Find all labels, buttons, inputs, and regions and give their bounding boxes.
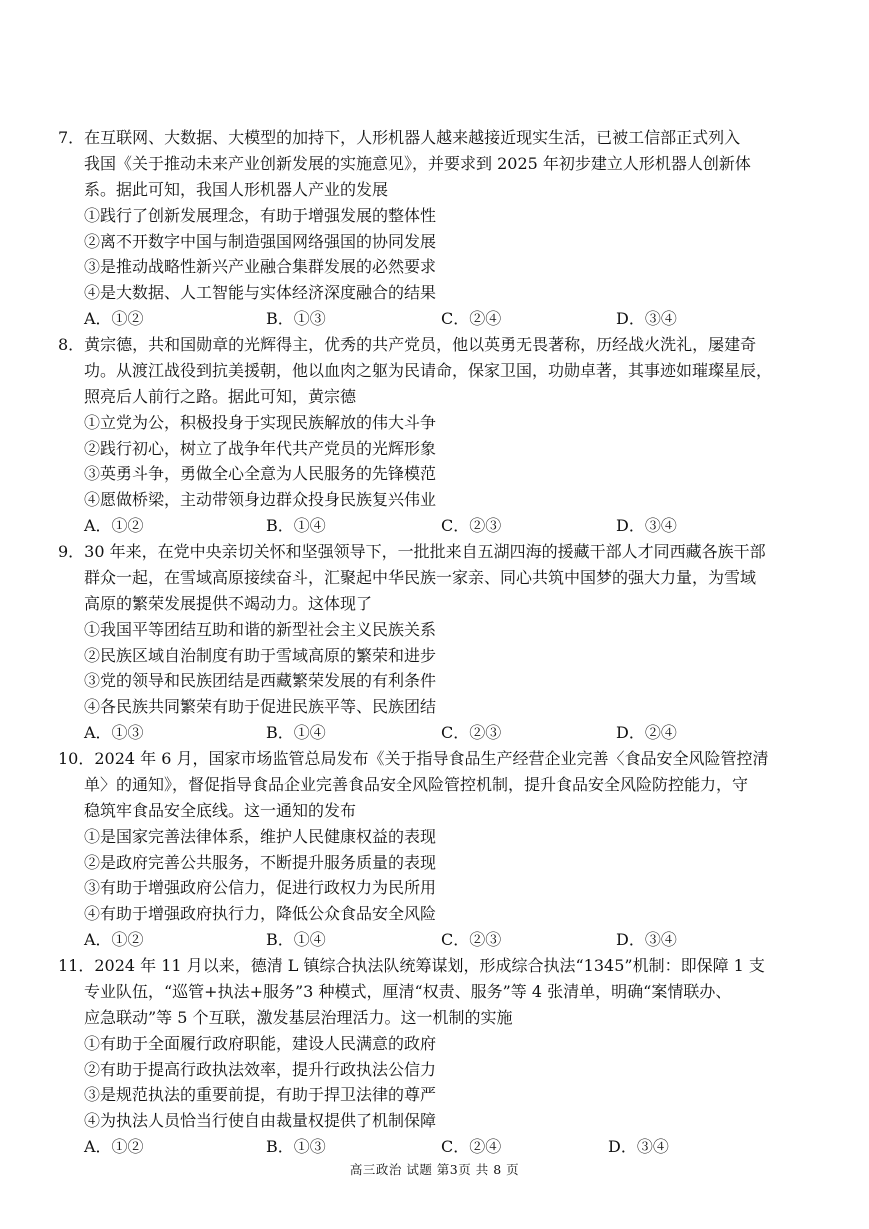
question-stem-line: 8．黄宗德，共和国勋章的光辉得主，优秀的共产党员，他以英勇无畏著称，历经战火洗礼，屡建奇 <box>58 335 757 354</box>
choice-b[interactable]: B．①④ <box>266 516 326 536</box>
page-footer: 高三政治 试题 第3页 共 8 页 <box>349 1162 520 1177</box>
question-stem-line: 10．2024 年 6 月，国家市场监管总局发布《关于指导食品生产经营企业完善〈食品安全风险管控清 <box>58 749 769 768</box>
statement-option: ④愿做桥梁，主动带领身边群众投身民族复兴伟业 <box>84 490 437 510</box>
question-7 <box>58 125 818 332</box>
question-stem-line: 稳筑牢食品安全底线。这一通知的发布 <box>84 800 357 820</box>
statement-option: ④各民族共同繁荣有助于促进民族平等、民族团结 <box>84 697 437 717</box>
choice-b[interactable]: B．①④ <box>266 930 326 950</box>
question-stem-line: 专业队伍，“巡管+执法+服务”3 种模式，厘清“权责、服务”等 4 张清单，明确“案情联办、 <box>84 981 732 1001</box>
statement-option: ④有助于增强政府执行力，降低公众食品安全风险 <box>84 904 437 924</box>
statement-option: ②是政府完善公共服务，不断提升服务质量的表现 <box>84 852 437 872</box>
question-11 <box>58 953 818 1160</box>
choice-a[interactable]: A．①② <box>84 309 144 329</box>
choice-b[interactable]: B．①③ <box>266 309 326 329</box>
statement-option: ①有助于全面履行政府职能，建设人民满意的政府 <box>84 1033 437 1053</box>
choice-a[interactable]: A．①② <box>84 1137 144 1157</box>
choice-c[interactable]: C．②③ <box>441 930 502 950</box>
choice-a[interactable]: A．①② <box>84 930 144 950</box>
choice-b[interactable]: B．①④ <box>266 723 326 743</box>
statement-option: ①是国家完善法律体系，维护人民健康权益的表现 <box>84 826 437 846</box>
statement-option: ③有助于增强政府公信力，促进行政权力为民所用 <box>84 878 437 898</box>
statement-option: ②离不开数字中国与制造强国网络强国的协同发展 <box>84 231 437 251</box>
answer-choices <box>58 720 818 746</box>
question-stem-line: 单〉的通知》，督促指导食品企业完善食品安全风险管控机制，提升食品安全风险防控能力，守 <box>84 774 749 794</box>
question-stem-line: 9．30 年来，在党中央亲切关怀和坚强领导下，一批批来自五湖四海的援藏干部人才同西藏各族干部 <box>58 542 766 561</box>
question-stem-line: 系。据此可知，我国人形机器人产业的发展 <box>84 179 389 199</box>
choice-c[interactable]: C．②④ <box>441 1137 502 1157</box>
question-9 <box>58 539 818 746</box>
choice-a[interactable]: A．①② <box>84 516 144 536</box>
statement-option: ③党的领导和民族团结是西藏繁荣发展的有利条件 <box>84 671 437 691</box>
choice-a[interactable]: A．①③ <box>84 723 144 743</box>
statement-option: ②民族区域自治制度有助于雪域高原的繁荣和进步 <box>84 645 437 665</box>
question-stem-line: 功。从渡江战役到抗美援朝，他以血肉之躯为民请命，保家卫国，功勋卓著，其事迹如璀璨星辰， <box>84 360 773 380</box>
question-stem-line: 照亮后人前行之路。据此可知，黄宗德 <box>84 386 357 406</box>
choice-d[interactable]: D．③④ <box>616 309 677 329</box>
question-stem-line: 我国《关于推动未来产业创新发展的实施意见》，并要求到 2025 年初步建立人形机器人创新体 <box>84 153 751 173</box>
answer-choices <box>58 927 818 953</box>
question-10 <box>58 746 818 953</box>
statement-option: ②践行初心，树立了战争年代共产党员的光辉形象 <box>84 438 437 458</box>
statement-option: ①我国平等团结互助和谐的新型社会主义民族关系 <box>84 619 437 639</box>
statement-option: ①立党为公，积极投身于实现民族解放的伟大斗争 <box>84 412 437 432</box>
answer-choices <box>58 513 818 539</box>
statement-option: ③英勇斗争，勇做全心全意为人民服务的先锋模范 <box>84 464 437 484</box>
choice-d[interactable]: D．③④ <box>616 516 677 536</box>
question-stem-line: 7．在互联网、大数据、大模型的加持下，人形机器人越来越接近现实生活，已被工信部正式列入 <box>58 128 741 147</box>
question-stem-line: 应急联动”等 5 个互联，激发基层治理活力。这一机制的实施 <box>84 1007 513 1027</box>
choice-d[interactable]: D．③④ <box>608 1137 669 1157</box>
statement-option: ④是大数据、人工智能与实体经济深度融合的结果 <box>84 283 437 303</box>
choice-d[interactable]: D．③④ <box>616 930 677 950</box>
question-stem-line: 11．2024 年 11 月以来，德清 L 镇综合执法队统筹谋划，形成综合执法“1345”机制：即保障 1 支 <box>58 956 765 975</box>
question-8 <box>58 332 818 539</box>
answer-choices <box>58 1134 818 1160</box>
question-stem-line: 高原的繁荣发展提供不竭动力。这体现了 <box>84 593 373 613</box>
question-stem-line: 群众一起，在雪域高原接续奋斗，汇聚起中华民族一家亲、同心共筑中国梦的强大力量，为雪域 <box>84 567 757 587</box>
answer-choices <box>58 306 818 332</box>
choice-c[interactable]: C．②③ <box>441 723 502 743</box>
choice-d[interactable]: D．②④ <box>616 723 677 743</box>
choice-c[interactable]: C．②④ <box>441 309 502 329</box>
choice-c[interactable]: C．②③ <box>441 516 502 536</box>
statement-option: ③是推动战略性新兴产业融合集群发展的必然要求 <box>84 257 437 277</box>
statement-option: ④为执法人员恰当行使自由裁量权提供了机制保障 <box>84 1111 437 1131</box>
statement-option: ①践行了创新发展理念，有助于增强发展的整体性 <box>84 205 437 225</box>
choice-b[interactable]: B．①③ <box>266 1137 326 1157</box>
statement-option: ③是规范执法的重要前提，有助于捍卫法律的尊严 <box>84 1085 437 1105</box>
statement-option: ②有助于提高行政执法效率，提升行政执法公信力 <box>84 1059 437 1079</box>
